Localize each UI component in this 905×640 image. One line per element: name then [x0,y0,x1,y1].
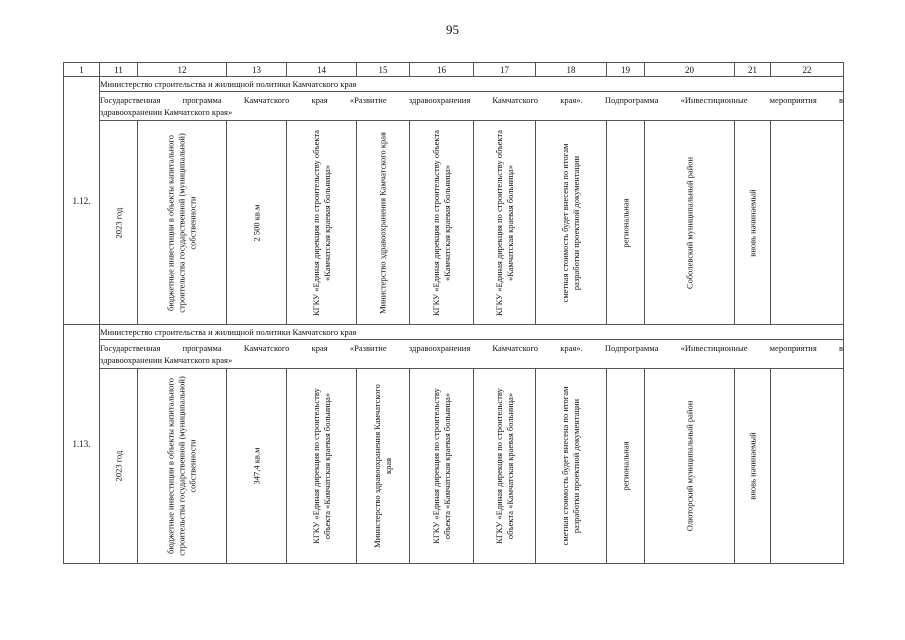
capacity-cell [227,121,287,325]
row-number: 1.12. [64,77,100,325]
investment-form-text: бюджетные инвестиции в объекты капитального строительства государственной (муниципальной) собственности [165,376,198,556]
table-row [64,340,844,369]
capacity-text: 347,4 кв.м [251,447,261,485]
ministry-name: Министерство строительства и жилищной политики Камчатского края [100,77,844,92]
program-name-line: здравоохранении Камчатского края» [100,107,233,117]
district-cell [645,121,735,325]
contractor-cell [410,369,474,564]
level-text: региональная [620,441,630,491]
row-number: 1.13. [64,325,100,564]
year-cell [100,369,138,564]
column-header: 20 [645,63,735,77]
cost-text: сметная стоимость будет внесена по итогам разработки проектной документации [560,386,581,546]
program-name-line: Государственная программа Камчатского края «Развитие здравоохранения Камчатского края». Подпрограмма «Инвестиционные мероприятия в [100,95,843,105]
status-cell [735,121,771,325]
status-cell [735,369,771,564]
cost-text: сметная стоимость будет внесена по итогам разработки проектной документации [560,143,581,302]
ministry-name: Министерство строительства и жилищной политики Камчатского края [100,325,844,340]
year-text: 2023 год [113,450,123,482]
builder-cell [474,369,536,564]
column-header: 22 [771,63,844,77]
level-text: региональная [620,197,630,248]
capacity-text: 2 500 кв.м [251,204,261,241]
table-row [64,77,844,92]
table-row [64,369,844,564]
builder-cell [474,121,536,325]
level-cell [607,369,645,564]
builder-text: КГКУ «Единая дирекция по строительству объекта «Камчатская краевая больница» [493,388,515,544]
column-header: 18 [536,63,607,77]
district-text: Олюторский муниципальный район [684,400,694,532]
investment-form-text: бюджетные инвестиции в объекты капитального строительства государственной (муниципальной) собственности [165,132,198,313]
year-cell [100,121,138,325]
column-header: 11 [100,63,138,77]
customer-text: Министерство здравоохранения Камчатского края [372,384,393,548]
table-row [64,325,844,340]
customer-cell [357,121,410,325]
program-name [100,92,844,121]
column-header: 14 [287,63,357,77]
cost-cell [536,121,607,325]
column-header: 12 [138,63,227,77]
customer-text: Министерство здравоохранения Камчатского края [377,131,388,314]
column-header: 17 [474,63,536,77]
investment-table [63,62,844,564]
year-text: 2023 год [113,207,123,238]
column-numbers-row [64,63,844,77]
level-cell [607,121,645,325]
page-number: 95 [446,22,459,37]
contractor-text: КГКУ «Единая дирекция по строительству объекта «Камчатская краевая больница» [430,388,452,544]
table-row [64,121,844,325]
cost-cell [536,369,607,564]
customer-cell [357,369,410,564]
capacity-cell [227,369,287,564]
column-header: 13 [227,63,287,77]
contractor-cell [410,121,474,325]
district-text: Соболевский муниципальный район [684,156,694,289]
table-row [64,92,844,121]
builder-text: КГКУ «Единая дирекция по строительству объекта «Камчатская краевая больница» [493,129,515,316]
developer-cell [287,121,357,325]
status-text: вновь начинаемый [747,188,757,257]
program-name [100,340,844,369]
status-text: вновь начинаемый [747,432,757,500]
investment-form-cell [138,369,227,564]
investment-form-cell [138,121,227,325]
developer-text: КГКУ «Единая дирекция по строительству объекта «Камчатская краевая больница» [310,388,332,544]
developer-text: КГКУ «Единая дирекция по строительству объекта «Камчатская краевая больница» [310,129,332,316]
district-cell [645,369,735,564]
column-header: 1 [64,63,100,77]
contractor-text: КГКУ «Единая дирекция по строительству объекта «Камчатская краевая больница» [430,129,452,316]
program-name-line: здравоохранении Камчатского края» [100,355,233,365]
column-header: 19 [607,63,645,77]
column-header: 21 [735,63,771,77]
empty-cell [771,121,844,325]
empty-cell [771,369,844,564]
developer-cell [287,369,357,564]
program-name-line: Государственная программа Камчатского края «Развитие здравоохранения Камчатского края». Подпрограмма «Инвестиционные мероприятия в [100,343,843,353]
column-header: 16 [410,63,474,77]
column-header: 15 [357,63,410,77]
